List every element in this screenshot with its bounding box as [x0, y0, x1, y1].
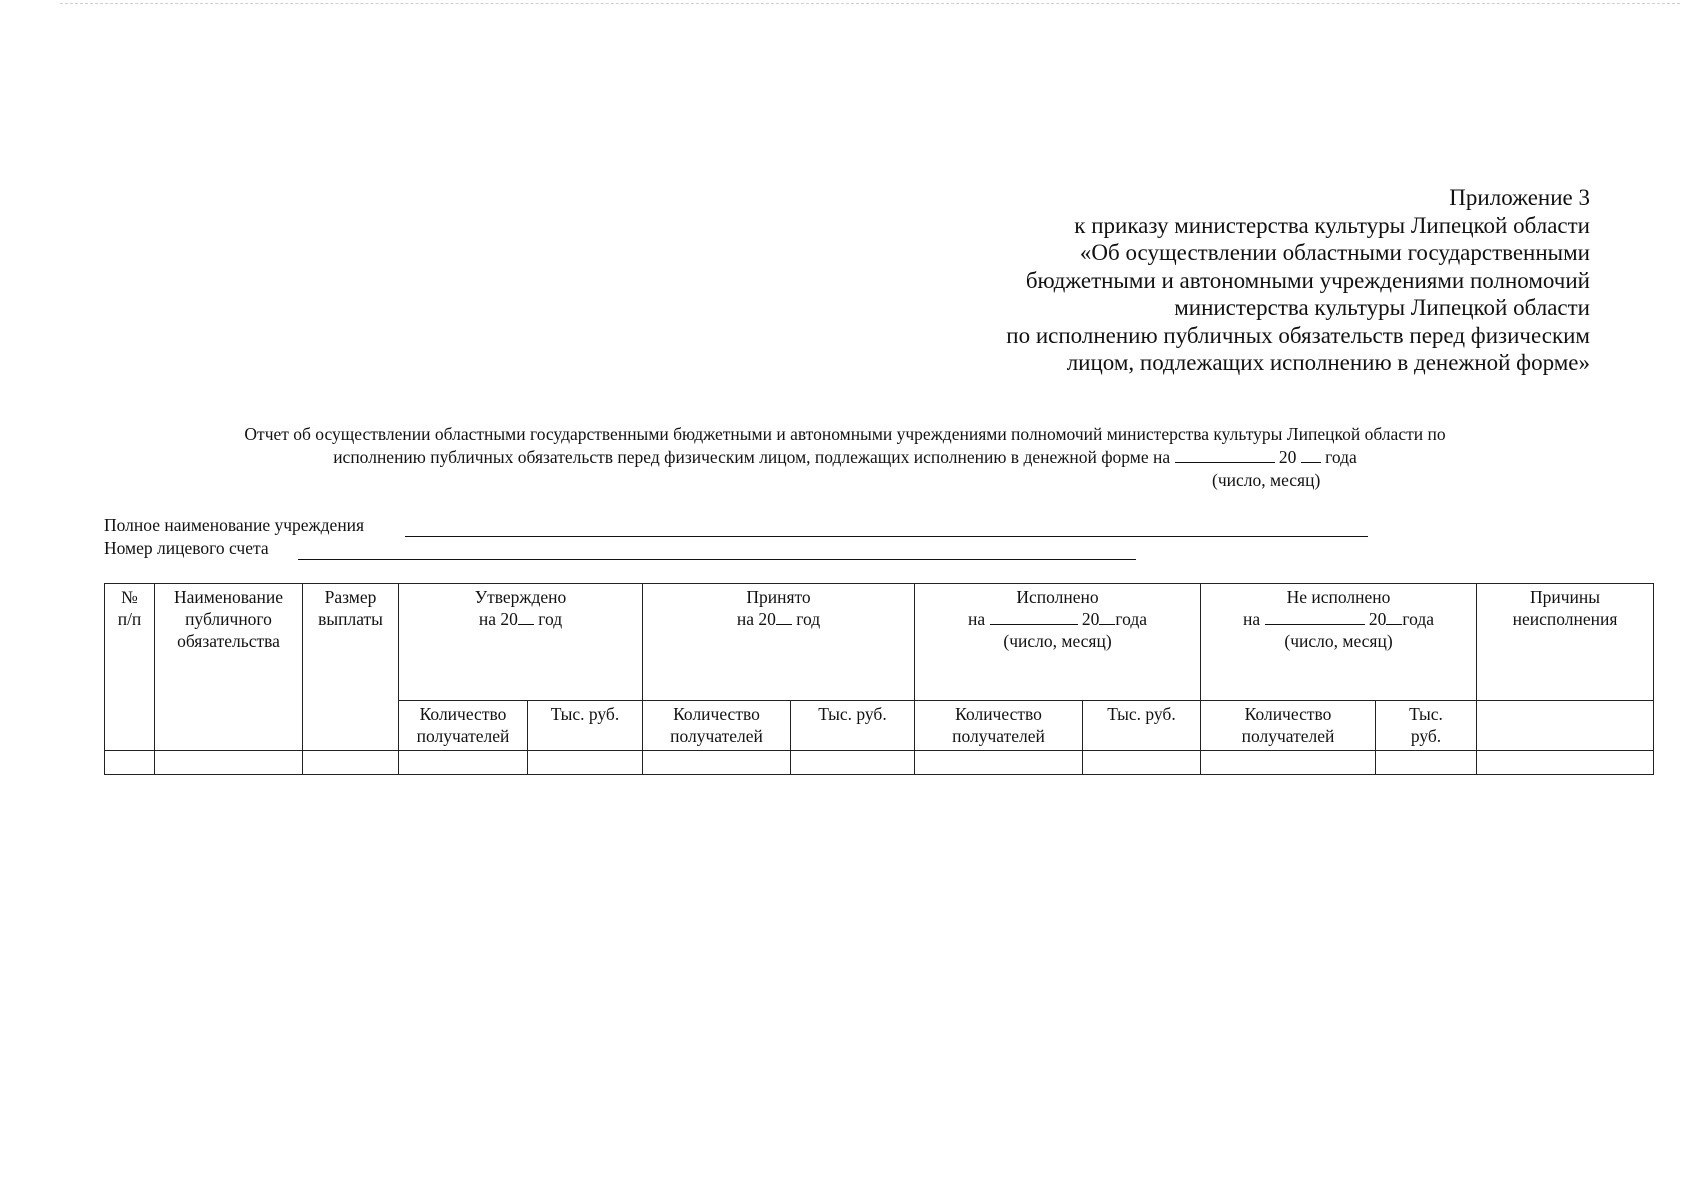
subheader-accepted-count — [643, 700, 791, 750]
header-approved-title: Утверждено — [474, 587, 567, 607]
subheader-count-line: получателей — [1241, 725, 1335, 746]
header-approved — [399, 584, 643, 701]
header-not-executed-caption: (число, месяц) — [1284, 631, 1393, 651]
report-date-caption: (число, месяц) — [1212, 470, 1321, 490]
table-cell[interactable] — [915, 750, 1083, 774]
header-obligation-line: обязательства — [177, 631, 280, 651]
report-title-line-1: Отчет об осуществлении областными государственными бюджетными и автономными учреждениями полномочий министерства культуры Липецкой области по — [244, 424, 1446, 444]
appendix-line: министерства культуры Липецкой области — [1174, 295, 1590, 320]
report-title-line-2 — [140, 446, 1550, 469]
header-approved-year — [403, 608, 638, 630]
header-obligation-name — [155, 584, 303, 751]
header-payment-size — [303, 584, 399, 751]
header-not-executed-date — [1205, 608, 1472, 630]
header-executed-date — [919, 608, 1196, 630]
subheader-executed-sum: Тыс. руб. — [1083, 700, 1201, 750]
accepted-year-suffix: год — [796, 609, 821, 629]
subheader-count-line: Количество — [955, 703, 1042, 724]
report-title — [140, 423, 1550, 469]
header-executed-caption: (число, месяц) — [1003, 631, 1112, 651]
appendix-line: Приложение 3 — [1449, 185, 1590, 210]
scan-artifact-line — [60, 3, 1680, 4]
executed-date-blank[interactable] — [990, 608, 1078, 625]
table-cell[interactable] — [1477, 750, 1654, 774]
appendix-line: бюджетными и автономными учреждениями полномочий — [1025, 267, 1590, 293]
report-table — [104, 583, 1654, 775]
subheader-count-line: получателей — [670, 725, 763, 746]
header-executed — [915, 584, 1201, 701]
approved-year-prefix: на 20 — [478, 609, 518, 629]
report-date-blank[interactable] — [1175, 462, 1275, 463]
subheader-approved-count — [399, 700, 528, 750]
not-executed-date-prefix: на — [1242, 609, 1261, 629]
subheader-count-line: Количество — [673, 703, 760, 724]
report-title-prefix: исполнению публичных обязательств перед физическим лицом, подлежащих исполнению в денежной форме на — [333, 447, 1171, 467]
account-number-label: Номер лицевого счета — [104, 538, 269, 558]
report-year-prefix: 20 — [1278, 447, 1297, 467]
table-cell[interactable] — [791, 750, 915, 774]
appendix-heading — [830, 184, 1590, 377]
table-cell[interactable] — [155, 750, 303, 774]
account-number-field[interactable] — [298, 559, 1136, 560]
subheader-count-line: получателей — [416, 725, 510, 746]
institution-name-label: Полное наименование учреждения — [104, 515, 365, 535]
subheader-accepted-sum: Тыс. руб. — [791, 700, 915, 750]
header-reasons-line: неисполнения — [1512, 609, 1618, 629]
table-header-row — [105, 584, 1654, 701]
subheader-count-line: Количество — [1244, 703, 1332, 724]
approved-year-blank[interactable] — [518, 608, 534, 625]
subheader-not-executed-count — [1201, 700, 1376, 750]
header-executed-title: Исполнено — [1016, 587, 1099, 607]
subheader-reasons-empty — [1477, 700, 1654, 750]
table-cell[interactable] — [1083, 750, 1201, 774]
header-obligation-line: Наименование — [173, 587, 284, 607]
table-row — [105, 750, 1654, 774]
table-cell[interactable] — [1201, 750, 1376, 774]
subheader-executed-count — [915, 700, 1083, 750]
header-reasons — [1477, 584, 1654, 701]
header-not-executed-title: Не исполнено — [1286, 587, 1391, 607]
header-payment-line: Размер — [324, 587, 377, 607]
subheader-not-executed-sum — [1376, 700, 1477, 750]
header-number — [105, 584, 155, 751]
header-accepted-title: Принято — [746, 587, 811, 607]
report-year-blank[interactable] — [1301, 462, 1321, 463]
executed-year-blank[interactable] — [1099, 608, 1115, 625]
table-cell[interactable] — [1376, 750, 1477, 774]
header-not-executed — [1201, 584, 1477, 701]
table-cell[interactable] — [399, 750, 528, 774]
approved-year-suffix: год — [538, 609, 563, 629]
table-cell[interactable] — [643, 750, 791, 774]
subheader-sum-line: руб. — [1410, 725, 1442, 746]
not-executed-date-suffix: года — [1402, 609, 1435, 629]
header-number-line: № — [121, 587, 138, 607]
executed-date-suffix: года — [1115, 609, 1148, 629]
accepted-year-blank[interactable] — [776, 608, 792, 625]
report-year-suffix: года — [1325, 447, 1357, 467]
institution-name-field[interactable] — [405, 536, 1368, 537]
header-number-line: п/п — [117, 609, 142, 629]
not-executed-year-blank[interactable] — [1386, 608, 1402, 625]
header-reasons-line: Причины — [1529, 587, 1601, 607]
not-executed-date-blank[interactable] — [1265, 608, 1365, 625]
header-accepted — [643, 584, 915, 701]
appendix-line: лицом, подлежащих исполнению в денежной форме» — [1066, 350, 1590, 375]
table-cell[interactable] — [528, 750, 643, 774]
subheader-count-line: Количество — [419, 703, 507, 724]
not-executed-year: 20 — [1368, 609, 1387, 629]
subheader-sum-line: Тыс. — [1409, 703, 1443, 724]
appendix-line: к приказу министерства культуры Липецкой области — [1074, 212, 1590, 238]
table-cell[interactable] — [303, 750, 399, 774]
table-cell[interactable] — [105, 750, 155, 774]
subheader-count-line: получателей — [952, 725, 1045, 746]
appendix-line: «Об осуществлении областными государственными — [1079, 240, 1590, 265]
header-obligation-line: публичного — [185, 609, 272, 629]
executed-year: 20 — [1081, 609, 1100, 629]
accepted-year-prefix: на 20 — [736, 609, 776, 629]
appendix-line: по исполнению публичных обязательств перед физическим — [1006, 322, 1590, 348]
subheader-approved-sum: Тыс. руб. — [528, 700, 643, 750]
header-payment-line: выплаты — [318, 609, 383, 629]
executed-date-prefix: на — [967, 609, 986, 629]
header-accepted-year — [647, 608, 910, 630]
